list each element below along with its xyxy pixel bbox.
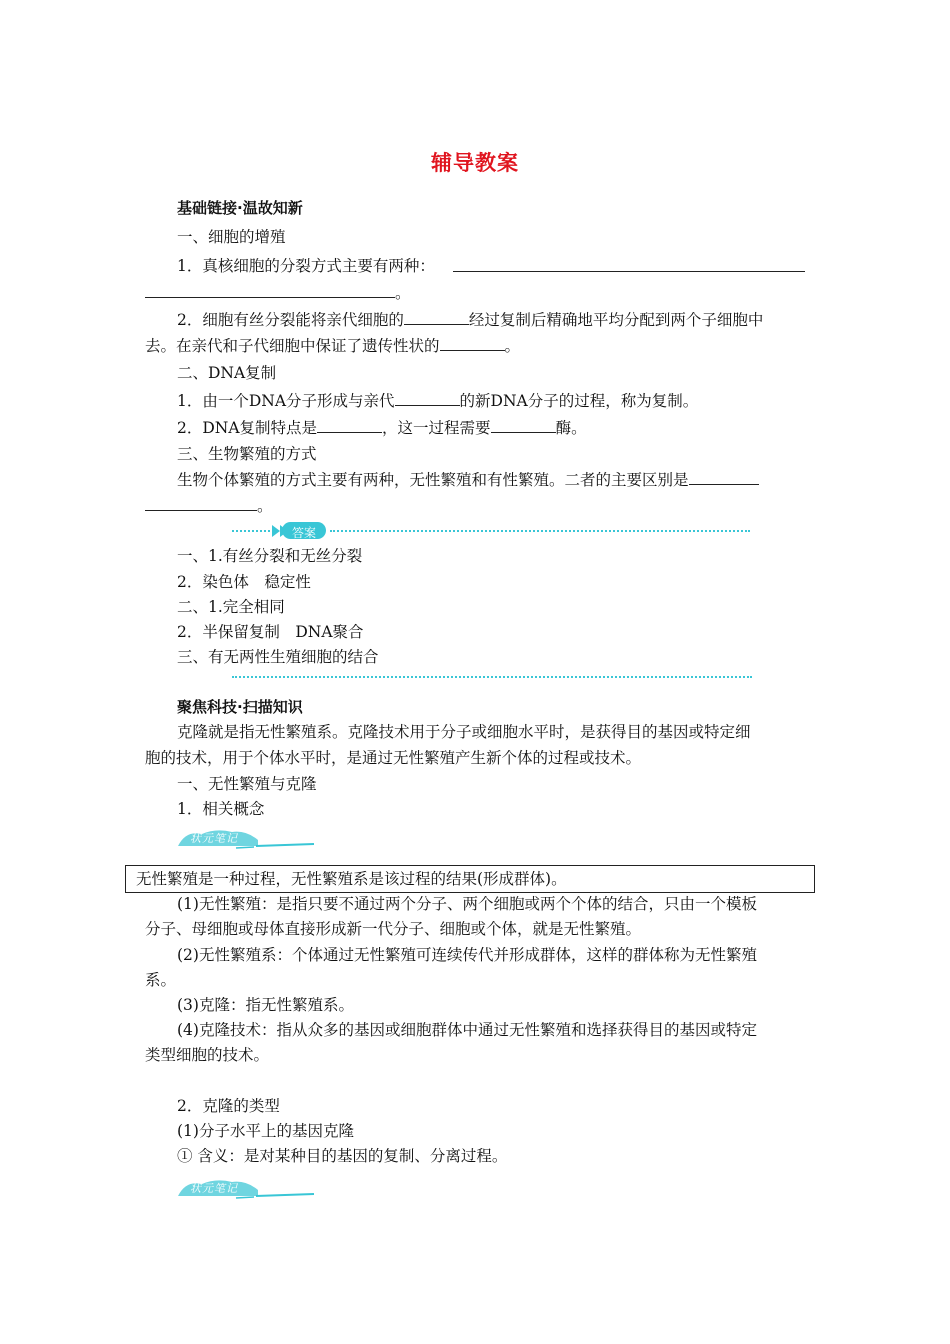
question-1-end: 。 — [395, 284, 411, 302]
answer-blank — [395, 390, 460, 406]
question-2-line-2 — [145, 335, 520, 357]
answer-blank — [491, 417, 556, 433]
clone-type-1-meaning: ① 含义：是对某种目的基因的复制、分离过程。 — [177, 1147, 508, 1165]
subheading-concepts: 1．相关概念 — [177, 800, 265, 818]
section-heading-basics: 基础链接·温故知新 — [177, 199, 303, 217]
answer-blank — [440, 335, 505, 351]
answer-divider — [232, 521, 752, 541]
question-5-cont — [145, 495, 273, 517]
definition-4-cont: 类型细胞的技术。 — [145, 1046, 270, 1064]
answer-badge-label: 答案 — [291, 526, 316, 540]
subheading-clone-types: 2．克隆的类型 — [177, 1097, 280, 1115]
question-1-cont — [145, 282, 411, 304]
question-4 — [177, 417, 587, 439]
answer-blank — [404, 309, 469, 325]
question-2-text-b: 经过复制后精确地平均分配到两个子细胞中 — [468, 311, 764, 329]
question-4-text-b: ，这一过程需要 — [382, 419, 491, 437]
answer-blank — [453, 256, 805, 272]
note-badge-label: 状元笔记 — [190, 832, 238, 845]
section-heading-focus: 聚焦科技·扫描知识 — [177, 698, 303, 716]
answer-line: 2．半保留复制 DNA聚合 — [177, 623, 364, 641]
answer-line: 2．染色体 稳定性 — [177, 573, 311, 591]
answer-badge — [282, 522, 326, 539]
question-5-end: 。 — [257, 497, 273, 515]
question-2-text-d: 。 — [504, 337, 521, 355]
subheading-asexual: 一、无性繁殖与克隆 — [177, 775, 317, 793]
subheading-reproduction: 三、生物繁殖的方式 — [177, 445, 317, 463]
intro-line-1: 克隆就是指无性繁殖系。克隆技术用于分子或细胞水平时，是获得目的基因或特定细 — [177, 723, 751, 741]
answer-blank — [145, 495, 257, 511]
answer-line: 一、1.有丝分裂和无丝分裂 — [177, 547, 363, 565]
definition-4: (4)克隆技术：指从众多的基因或细胞群体中通过无性繁殖和选择获得目的基因或特定 — [177, 1021, 757, 1039]
question-2-text-a: 2．细胞有丝分裂能将亲代细胞的 — [177, 311, 404, 329]
intro-line-2: 胞的技术，用于个体水平时，是通过无性繁殖产生新个体的过程或技术。 — [145, 749, 642, 767]
answer-blank — [145, 282, 395, 298]
clone-type-1: (1)分子水平上的基因克隆 — [177, 1122, 354, 1140]
subheading-dna-replication: 二、DNA复制 — [177, 364, 277, 382]
question-3-text-b: 的新DNA分子的过程，称为复制。 — [459, 392, 699, 410]
question-1-text: 1．真核细胞的分裂方式主要有两种： — [177, 257, 435, 275]
question-5 — [177, 469, 759, 491]
answer-line: 二、1.完全相同 — [177, 598, 285, 616]
definition-2-cont: 系。 — [145, 971, 177, 989]
note-badge — [176, 826, 316, 852]
note-badge-label: 状元笔记 — [190, 1182, 238, 1195]
definition-2: (2)无性繁殖系：个体通过无性繁殖可连续传代并形成群体，这样的群体称为无性繁殖 — [177, 946, 757, 964]
definition-1-cont: 分子、母细胞或母体直接形成新一代分子、细胞或个体，就是无性繁殖。 — [145, 920, 642, 938]
question-2-text-c: 去。在亲代和子代细胞中保证了遗传性状的 — [145, 337, 440, 355]
subheading-cell-division: 一、细胞的增殖 — [177, 228, 286, 246]
question-4-text-c: 酶。 — [555, 419, 587, 437]
page-title: 辅导教案 — [431, 151, 519, 175]
answer-blank — [689, 469, 759, 485]
definition-3: (3)克隆：指无性繁殖系。 — [177, 996, 354, 1014]
question-2-line-1 — [177, 309, 763, 331]
answer-line: 三、有无两性生殖细胞的结合 — [177, 648, 379, 666]
key-point-text: 无性繁殖是一种过程，无性繁殖系是该过程的结果(形成群体)。 — [136, 870, 567, 888]
definition-1: (1)无性繁殖：是指只要不通过两个分子、两个细胞或两个个体的结合，只由一个模板 — [177, 895, 757, 913]
question-5-text: 生物个体繁殖的方式主要有两种，无性繁殖和有性繁殖。二者的主要区别是 — [177, 471, 689, 489]
question-1 — [177, 255, 435, 277]
answer-blank — [317, 417, 382, 433]
question-3 — [177, 390, 698, 412]
question-4-text-a: 2．DNA复制特点是 — [177, 419, 318, 437]
question-3-text-a: 1．由一个DNA分子形成与亲代 — [177, 392, 395, 410]
note-badge — [176, 1174, 316, 1202]
answer-divider-end — [232, 676, 752, 678]
